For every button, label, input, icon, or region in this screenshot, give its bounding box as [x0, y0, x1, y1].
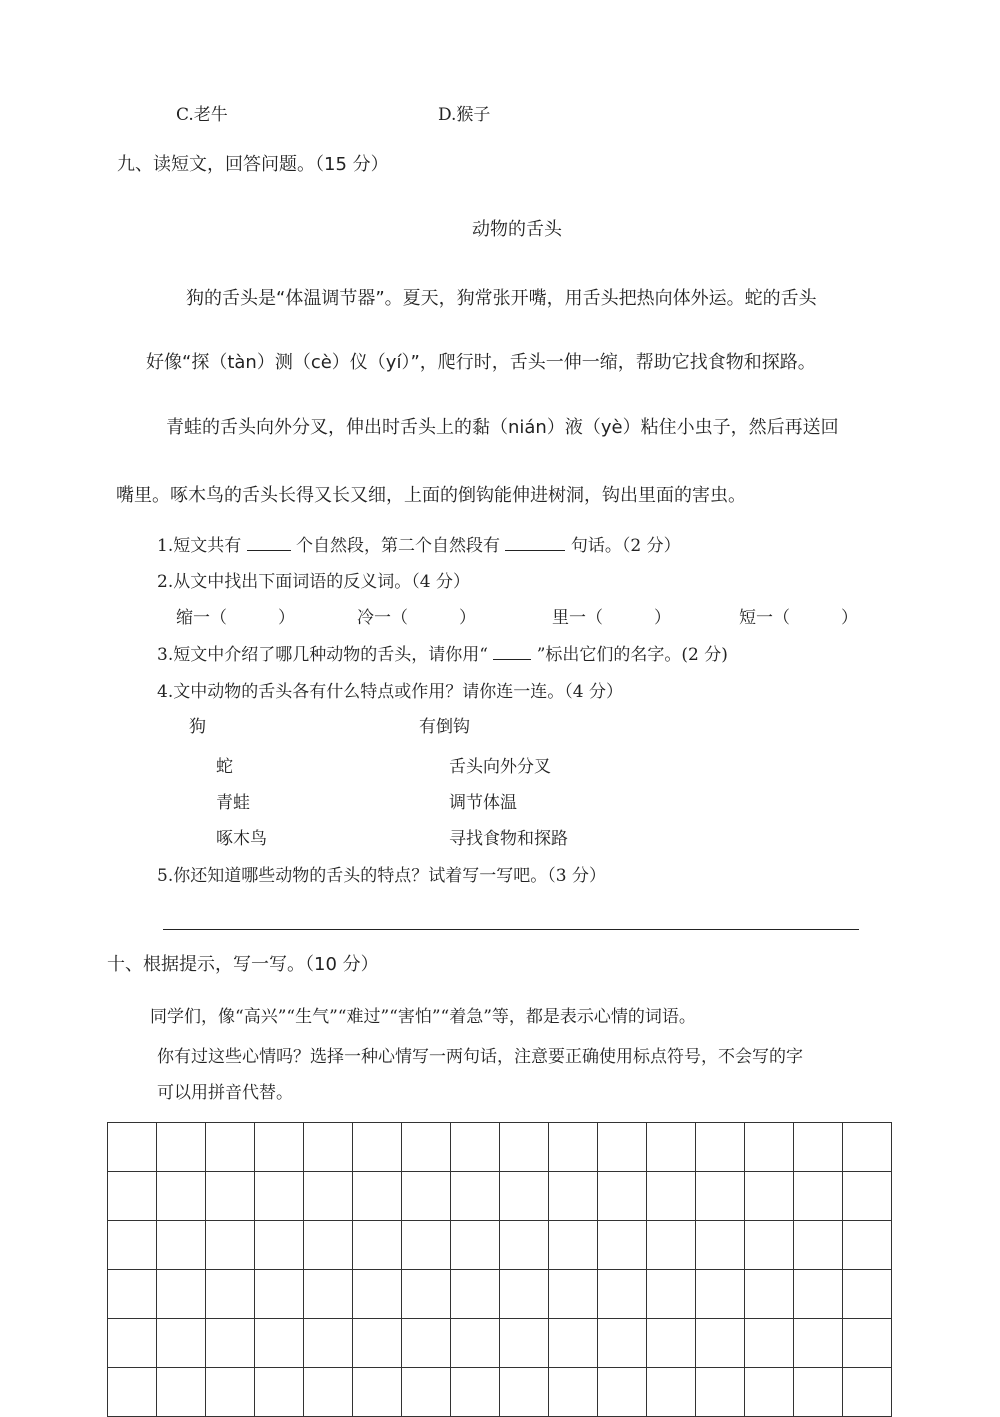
grid-cell[interactable] [254, 1318, 304, 1368]
grid-cell[interactable] [205, 1220, 255, 1270]
grid-cell[interactable] [205, 1269, 255, 1319]
q3-underline-sample [493, 645, 531, 660]
grid-cell[interactable] [842, 1220, 892, 1270]
match-animal-dog[interactable]: 狗 [189, 717, 206, 737]
grid-cell[interactable] [401, 1122, 451, 1172]
grid-cell[interactable] [156, 1220, 206, 1270]
grid-cell[interactable] [205, 1171, 255, 1221]
grid-cell[interactable] [352, 1367, 402, 1417]
grid-cell[interactable] [842, 1171, 892, 1221]
grid-cell[interactable] [597, 1220, 647, 1270]
grid-cell[interactable] [793, 1318, 843, 1368]
grid-cell[interactable] [303, 1122, 353, 1172]
grid-cell[interactable] [254, 1367, 304, 1417]
grid-cell[interactable] [450, 1220, 500, 1270]
grid-cell[interactable] [744, 1171, 794, 1221]
grid-cell[interactable] [107, 1220, 157, 1270]
grid-cell[interactable] [303, 1367, 353, 1417]
grid-cell[interactable] [646, 1367, 696, 1417]
grid-cell[interactable] [793, 1269, 843, 1319]
grid-cell[interactable] [107, 1367, 157, 1417]
question-1 [157, 531, 681, 556]
q1-text-c: 句话。（2 分） [570, 536, 681, 556]
match-feature-1[interactable]: 有倒钩 [419, 717, 470, 737]
grid-cell[interactable] [548, 1122, 598, 1172]
grid-cell[interactable] [303, 1171, 353, 1221]
section9-heading: 九、读短文，回答问题。（15 分） [117, 154, 389, 175]
grid-cell[interactable] [744, 1367, 794, 1417]
passage-line-1: 狗的舌头是“体温调节器”。夏天，狗常张开嘴，用舌头把热向体外运。蛇的舌头 [186, 288, 817, 309]
grid-cell[interactable] [597, 1122, 647, 1172]
grid-cell[interactable] [646, 1171, 696, 1221]
grid-cell[interactable] [499, 1318, 549, 1368]
grid-cell[interactable] [793, 1220, 843, 1270]
section10-line-2: 你有过这些心情吗？选择一种心情写一两句话，注意要正确使用标点符号，不会写的字 [157, 1047, 803, 1067]
grid-cell[interactable] [205, 1318, 255, 1368]
grid-cell[interactable] [401, 1220, 451, 1270]
grid-cell[interactable] [450, 1367, 500, 1417]
passage-line-3: 青蛙的舌头向外分叉，伸出时舌头上的黏（nián）液（yè）粘住小虫子，然后再送回 [166, 417, 839, 438]
grid-cell[interactable] [352, 1171, 402, 1221]
grid-cell[interactable] [597, 1367, 647, 1417]
grid-cell[interactable] [842, 1367, 892, 1417]
question-2: 2.从文中找出下面词语的反义词。（4 分） [157, 572, 470, 592]
grid-cell[interactable] [646, 1220, 696, 1270]
grid-cell[interactable] [107, 1171, 157, 1221]
antonym-item-1[interactable]: 缩一（ ） [176, 608, 295, 628]
grid-cell[interactable] [401, 1269, 451, 1319]
grid-cell[interactable] [646, 1122, 696, 1172]
grid-cell[interactable] [695, 1367, 745, 1417]
grid-cell[interactable] [597, 1269, 647, 1319]
grid-cell[interactable] [548, 1171, 598, 1221]
grid-cell[interactable] [695, 1122, 745, 1172]
grid-cell[interactable] [548, 1269, 598, 1319]
grid-cell[interactable] [744, 1269, 794, 1319]
grid-cell[interactable] [695, 1269, 745, 1319]
grid-cell[interactable] [842, 1122, 892, 1172]
match-feature-3[interactable]: 调节体温 [449, 793, 517, 813]
grid-cell[interactable] [401, 1171, 451, 1221]
grid-cell[interactable] [793, 1367, 843, 1417]
option-c: C.老牛 [176, 105, 228, 125]
grid-cell[interactable] [303, 1269, 353, 1319]
question-3 [157, 640, 728, 665]
grid-cell[interactable] [156, 1171, 206, 1221]
match-animal-woodpecker[interactable]: 啄木鸟 [216, 829, 267, 849]
grid-cell[interactable] [499, 1122, 549, 1172]
writing-grid[interactable] [107, 1122, 890, 1415]
grid-cell[interactable] [597, 1171, 647, 1221]
grid-cell[interactable] [548, 1220, 598, 1270]
grid-cell[interactable] [352, 1318, 402, 1368]
grid-cell[interactable] [499, 1269, 549, 1319]
grid-cell[interactable] [842, 1318, 892, 1368]
grid-cell[interactable] [499, 1171, 549, 1221]
grid-cell[interactable] [254, 1122, 304, 1172]
grid-cell[interactable] [156, 1269, 206, 1319]
grid-cell[interactable] [156, 1122, 206, 1172]
question-4: 4.文中动物的舌头各有什么特点或作用？请你连一连。（4 分） [157, 682, 623, 702]
grid-cell[interactable] [107, 1269, 157, 1319]
q5-answer-line[interactable] [163, 929, 859, 930]
grid-cell[interactable] [450, 1318, 500, 1368]
grid-cell[interactable] [793, 1171, 843, 1221]
grid-cell[interactable] [303, 1318, 353, 1368]
grid-cell[interactable] [695, 1171, 745, 1221]
option-d: D.猴子 [438, 105, 491, 125]
grid-cell[interactable] [744, 1220, 794, 1270]
q1-text-b: 个自然段，第二个自然段有 [296, 536, 501, 556]
passage-line-2: 好像“探（tàn）测（cè）仪（yí）”，爬行时，舌头一伸一缩，帮助它找食物和探路。 [146, 352, 816, 373]
q1-blank-sentences[interactable] [505, 536, 565, 551]
grid-cell[interactable] [303, 1220, 353, 1270]
grid-cell[interactable] [744, 1318, 794, 1368]
match-feature-4[interactable]: 寻找食物和探路 [449, 829, 568, 849]
grid-cell[interactable] [156, 1367, 206, 1417]
grid-cell[interactable] [156, 1318, 206, 1368]
match-animal-snake[interactable]: 蛇 [216, 757, 233, 777]
grid-cell[interactable] [499, 1367, 549, 1417]
section10-heading: 十、根据提示，写一写。（10 分） [107, 954, 379, 975]
section10-line-1: 同学们，像“高兴”“生气”“难过”“害怕”“着急”等，都是表示心情的词语。 [150, 1007, 696, 1027]
grid-cell[interactable] [744, 1122, 794, 1172]
grid-cell[interactable] [401, 1318, 451, 1368]
grid-cell[interactable] [842, 1269, 892, 1319]
grid-cell[interactable] [107, 1318, 157, 1368]
grid-cell[interactable] [499, 1220, 549, 1270]
grid-cell[interactable] [107, 1122, 157, 1172]
passage-title: 动物的舌头 [472, 219, 562, 240]
grid-cell[interactable] [695, 1220, 745, 1270]
grid-cell[interactable] [205, 1367, 255, 1417]
grid-cell[interactable] [548, 1318, 598, 1368]
grid-cell[interactable] [793, 1122, 843, 1172]
grid-cell[interactable] [205, 1122, 255, 1172]
q3-text-b: ”标出它们的名字。(2 分) [536, 645, 728, 665]
antonym-item-4[interactable]: 短一（ ） [739, 608, 858, 628]
grid-cell[interactable] [254, 1269, 304, 1319]
grid-cell[interactable] [646, 1318, 696, 1368]
grid-cell[interactable] [548, 1367, 598, 1417]
q3-text-a: 3.短文中介绍了哪几种动物的舌头，请你用“ [157, 645, 488, 665]
match-feature-2[interactable]: 舌头向外分叉 [449, 757, 551, 777]
grid-cell[interactable] [352, 1220, 402, 1270]
grid-cell[interactable] [352, 1122, 402, 1172]
antonym-item-2[interactable]: 冷一（ ） [357, 608, 476, 628]
match-animal-frog[interactable]: 青蛙 [216, 793, 250, 813]
question-5: 5.你还知道哪些动物的舌头的特点？试着写一写吧。（3 分） [157, 866, 606, 886]
grid-cell[interactable] [254, 1220, 304, 1270]
grid-cell[interactable] [450, 1122, 500, 1172]
passage-line-4: 嘴里。啄木鸟的舌头长得又长又细，上面的倒钩能伸进树洞，钩出里面的害虫。 [116, 485, 746, 506]
q1-text-a: 1.短文共有 [157, 536, 242, 556]
grid-cell[interactable] [352, 1269, 402, 1319]
grid-cell[interactable] [450, 1171, 500, 1221]
grid-cell[interactable] [401, 1367, 451, 1417]
grid-cell[interactable] [646, 1269, 696, 1319]
q1-blank-paragraphs[interactable] [247, 536, 291, 551]
grid-cell[interactable] [254, 1171, 304, 1221]
grid-cell[interactable] [450, 1269, 500, 1319]
antonym-item-3[interactable]: 里一（ ） [552, 608, 671, 628]
grid-cell[interactable] [597, 1318, 647, 1368]
grid-cell[interactable] [695, 1318, 745, 1368]
section10-line-3: 可以用拼音代替。 [157, 1083, 293, 1103]
